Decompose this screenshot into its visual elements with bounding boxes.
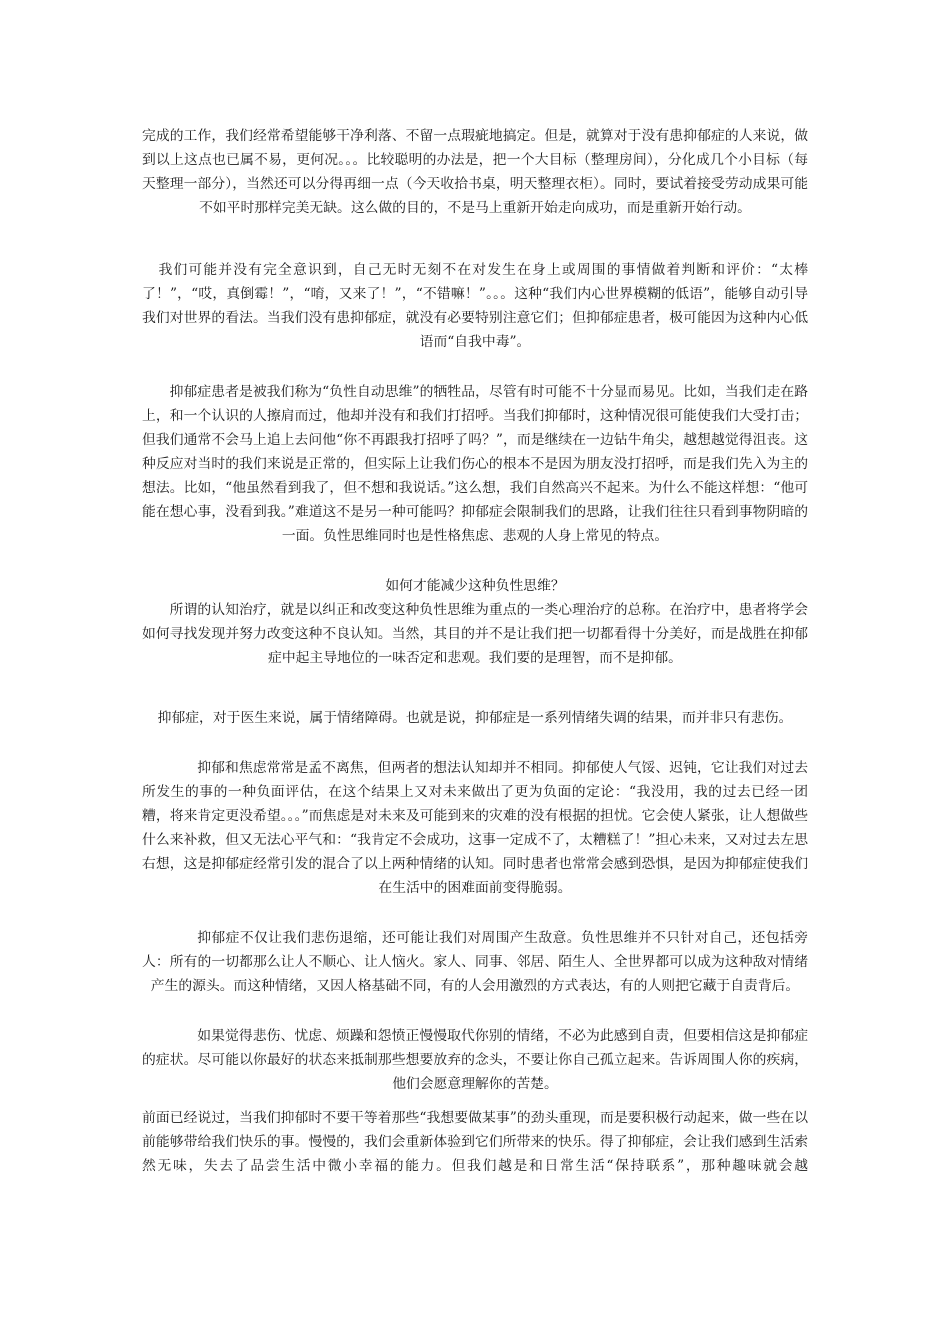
paragraph-task-breakdown: 完成的工作，我们经常希望能够干净利落、不留一点瑕疵地搞定。但是，就算对于没有患抑郁症的人来说，做到以上这点也已属不易，更何况。。。比较聪明的办法是，把一个大目标（整理房间），分化成几个小目标（每天整理一部分），当然还可以分得再细一点（今天收拾书桌，明天整理衣柜）。同时，要试着接受劳动成果可能不如平时那样完美无缺。这么做的目的，不是马上重新开始走向成功，而是重新开始行动。	[142, 128, 808, 216]
paragraph-hostility: 抑郁症不仅让我们悲伤退缩，还可能让我们对周围产生敌意。负性思维并不只针对自己，还包括旁人：所有的一切都那么让人不顺心、让人恼火。家人、同事、邻居、陌生人、全世界都可以成为这种敌对情绪产生的源头。而这种情绪，又因人格基础不同，有的人会用激烈的方式表达，有的人则把它藏于自责背后。	[142, 930, 808, 994]
paragraph-negative-automatic-thoughts: 抑郁症患者是被我们称为“负性自动思维”的牺牲品，尽管有时可能不十分显而易见。比如，当我们走在路上，和一个认识的人擦肩而过，他却并没有和我们打招呼。当我们抑郁时，这种情况很可能使我们大受打击；但我们通常不会马上追上去问他“你不再跟我打招呼了吗？”，而是继续在一边钻牛角尖，越想越觉得沮丧。这种反应对当时的我们来说是正常的，但实际上让我们伤心的根本不是因为朋友没打招呼，而是我们先入为主的想法。比如，“他虽然看到我了，但不想和我说话。”这么想，我们自然高兴不起来。为什么不能这样想：“他可能在想心事，没看到我。”难道这不是另一种可能吗？抑郁症会限制我们的思路，让我们往往只看到事物阴暗的一面。负性思维同时也是性格焦虑、悲观的人身上常见的特点。	[142, 384, 808, 544]
section-heading: 如何才能减少这种负性思维？	[385, 578, 565, 594]
paragraph-take-action: 前面已经说过，当我们抑郁时不要干等着那些“我想要做某事”的劲头重现，而是要积极行动起来，做一些在以前能够带给我们快乐的事。慢慢的，我们会重新体验到它们所带来的快乐。得了抑郁症，会让我们感到生活索然无味，失去了品尝生活中微小幸福的能力。但我们越是和日常生活“保持联系”，那种趣味就会越	[142, 1110, 808, 1174]
paragraph-self-blame: 如果觉得悲伤、忧虑、烦躁和怨愤正慢慢取代你别的情绪，不必为此感到自责，但要相信这是抑郁症的症状。尽可能以你最好的状态来抵制那些想要放弃的念头，不要让你自己孤立起来。告诉周围人你的疾病，他们会愿意理解你的苦楚。	[142, 1028, 808, 1092]
paragraph-depression-anxiety: 抑郁和焦虑常常是孟不离焦，但两者的想法认知却并不相同。抑郁使人气馁、迟钝，它让我们对过去所发生的事的一种负面评估，在这个结果上又对未来做出了更为负面的定论：“我没用，我的过去已经一团糟，将来肯定更没希望。。。”而焦虑是对未来及可能到来的灾难的没有根据的担忧。它会使人紧张，让人想做些什么来补救，但又无法心平气和：“我肯定不会成功，这事一定成不了，太糟糕了！”担心未来，又对过去左思右想，这是抑郁症经常引发的混合了以上两种情绪的认知。同时患者也常常会感到恐惧，是因为抑郁症使我们在生活中的困难面前变得脆弱。	[142, 760, 808, 896]
paragraph-inner-whisper: 我们可能并没有完全意识到，自己无时无刻不在对发生在身上或周围的事情做着判断和评价：“太棒了！”，“哎，真倒霉！”，“唷，又来了！”，“不错嘛！”。。。这种“我们内心世界模糊的低语”，能够自动引导我们对世界的看法。当我们没有患抑郁症，就没有必要特别注意它们；但抑郁症患者，极可能因为这种内心低语而“自我中毒”。	[142, 262, 808, 350]
paragraph-cognitive-therapy: 所谓的认知治疗，就是以纠正和改变这种负性思维为重点的一类心理治疗的总称。在治疗中，患者将学会如何寻找发现并努力改变这种不良认知。当然，其目的并不是让我们把一切都看得十分美好，而是战胜在抑郁症中起主导地位的一味否定和悲观。我们要的是理智，而不是抑郁。	[142, 602, 808, 666]
document-body	[142, 124, 808, 1178]
paragraph-emotional-disorder: 抑郁症，对于医生来说，属于情绪障碍。也就是说，抑郁症是一系列情绪失调的结果，而并非只有悲伤。	[157, 710, 793, 726]
